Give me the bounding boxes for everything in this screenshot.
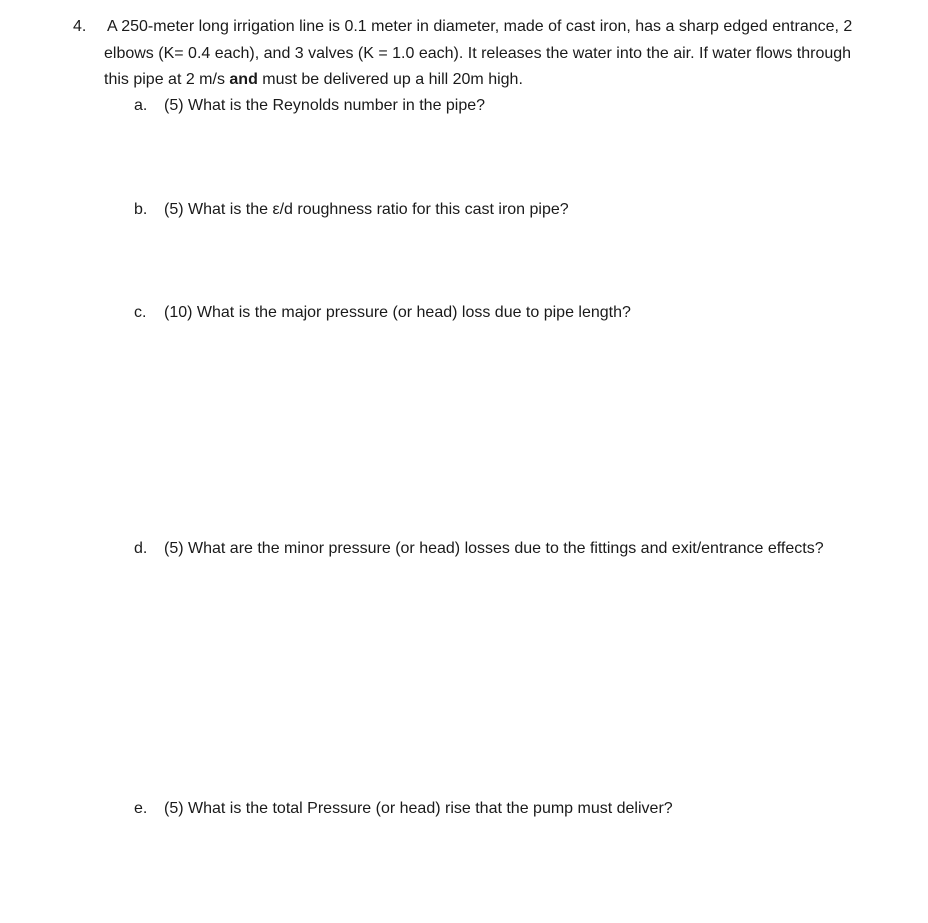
- question-letter: b.: [134, 201, 148, 218]
- problem-number: 4.: [73, 18, 87, 35]
- question-text: (5) What is the Reynolds number in the pipe?: [164, 97, 486, 114]
- stem-text-part1: A 250-meter long irrigation line is 0.1 meter in diameter, made of cast iron, has a sharp edged entrance, 2 elbows (K= 0.4 each), and 3 valves (K = 1.0 each). It releases the water into the air. If water flows through this pipe at 2 m/s: [104, 18, 853, 88]
- question-text: (5) What is the total Pressure (or head) rise that the pump must deliver?: [164, 800, 673, 817]
- question-text: (10) What is the major pressure (or head) loss due to pipe length?: [164, 304, 631, 321]
- stem-text-part2: must be delivered up a hill 20m high.: [257, 71, 523, 88]
- question-letter: c.: [134, 304, 147, 321]
- question-letter: a.: [134, 97, 148, 114]
- question-letter: d.: [134, 540, 148, 557]
- question-letter: e.: [134, 800, 148, 817]
- problem-stem: [104, 14, 864, 94]
- question-text: (5) What is the ε/d roughness ratio for this cast iron pipe?: [164, 201, 569, 218]
- stem-bold-word: and: [229, 71, 258, 88]
- question-text: (5) What are the minor pressure (or head) losses due to the fittings and exit/entrance effects?: [164, 540, 824, 557]
